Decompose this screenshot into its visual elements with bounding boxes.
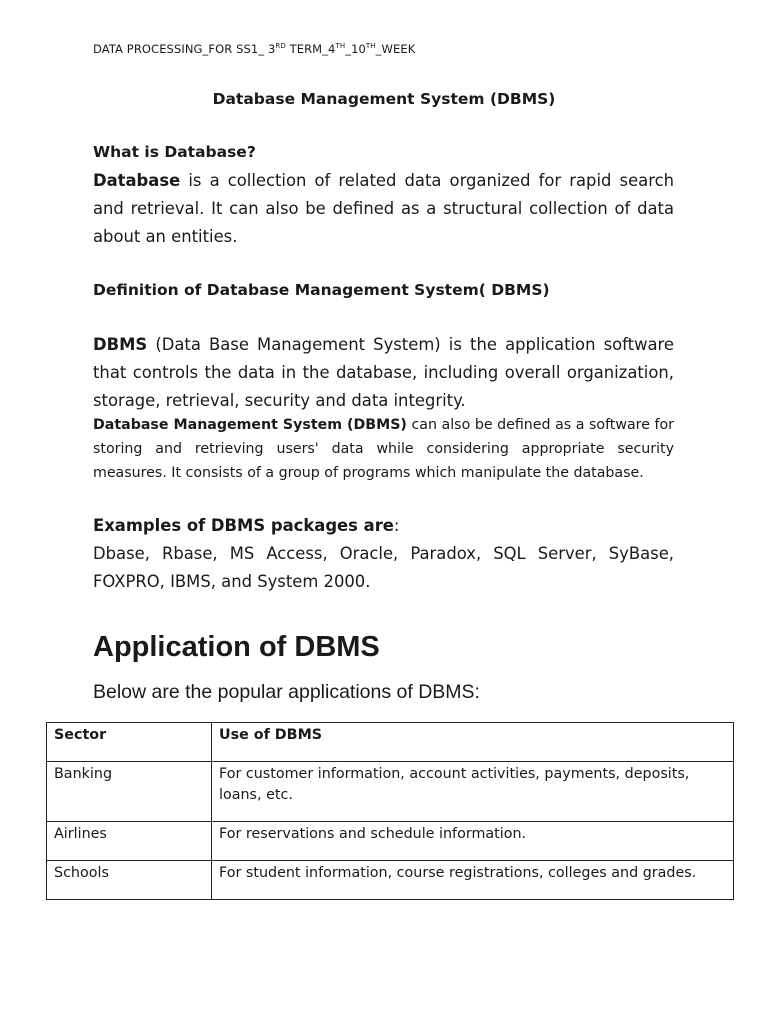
- application-subheading: Below are the popular applications of DBMS:: [93, 681, 480, 703]
- table-cell-sector: Airlines: [47, 822, 212, 861]
- database-term: Database: [93, 171, 181, 190]
- dbms-full-term: Database Management System (DBMS): [93, 417, 407, 433]
- applications-table: [46, 722, 734, 900]
- table-row: [47, 822, 734, 861]
- table-header-row: [47, 723, 734, 762]
- table-row: [47, 762, 734, 822]
- dbms-alt-definition-text: can also be defined as a software for storing and retrieving users' data while considering appropriate security measures. It consists of a group of programs which manipulate the database.: [93, 417, 674, 481]
- table-cell-sector: Schools: [47, 861, 212, 900]
- examples-heading: Examples of DBMS packages are: [93, 516, 394, 535]
- table-cell-sector: Banking: [47, 762, 212, 822]
- table-header-sector: Sector: [47, 723, 212, 762]
- dbms-definition-text: (Data Base Management System) is the application software that controls the data in the database, including overall organization, storage, retrieval, security and data integrity.: [93, 335, 674, 410]
- dbms-definition-paragraph: [93, 331, 674, 414]
- application-heading: Application of DBMS: [93, 631, 380, 663]
- dbms-alt-definition-paragraph: [93, 413, 674, 485]
- table-cell-use: For reservations and schedule information.: [212, 822, 734, 861]
- examples-section: Examples of DBMS packages are: Dbase, Rbase, MS Access, Oracle, Paradox, SQL Server, SyBase, FOXPRO, IBMS, and System 2000.: [93, 512, 674, 595]
- table-header-use: Use of DBMS: [212, 723, 734, 762]
- table-cell-use: For student information, course registrations, colleges and grades.: [212, 861, 734, 900]
- table-cell-use: For customer information, account activities, payments, deposits, loans, etc.: [212, 762, 734, 822]
- dbms-definition-heading: Definition of Database Management System( DBMS): [93, 281, 550, 299]
- database-definition-text: is a collection of related data organized for rapid search and retrieval. It can also be defined as a structural collection of data about an entities.: [93, 171, 674, 246]
- table-row: [47, 861, 734, 900]
- what-is-database-paragraph: [93, 167, 674, 250]
- dbms-term: DBMS: [93, 335, 148, 354]
- document-title: Database Management System (DBMS): [212, 90, 556, 108]
- examples-list-text: Dbase, Rbase, MS Access, Oracle, Paradox, SQL Server, SyBase, FOXPRO, IBMS, and System 2000.: [93, 543, 674, 591]
- what-is-database-heading: What is Database?: [93, 143, 256, 161]
- document-header: DATA PROCESSING_FOR SS1_ 3RD TERM_4TH_10TH_WEEK: [93, 42, 416, 56]
